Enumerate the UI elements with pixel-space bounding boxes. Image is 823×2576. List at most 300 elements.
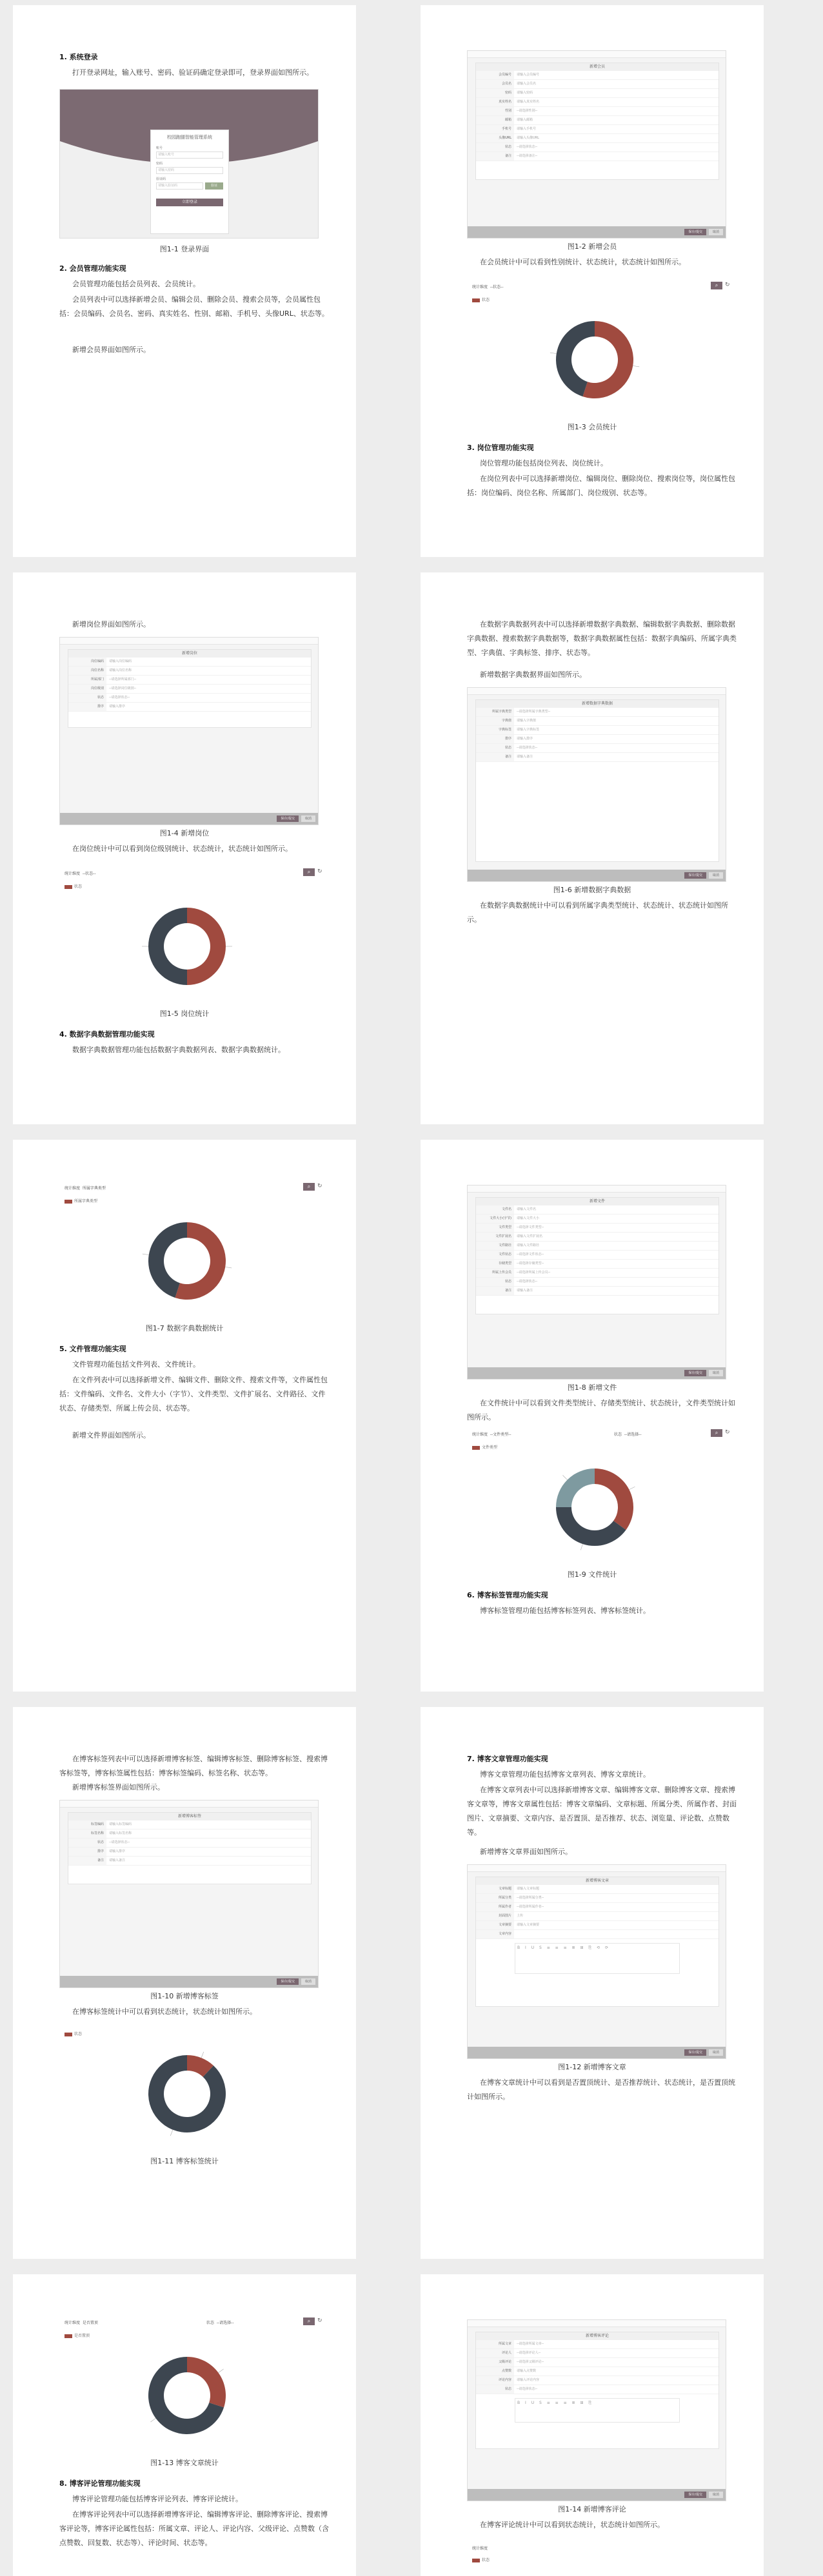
- doc-page-9: [13, 2274, 356, 2576]
- form-input[interactable]: --请选择状态--: [517, 1280, 538, 1283]
- paragraph: 在博客标签列表中可以选择新增博客标签、编辑博客标签、删除博客标签、搜索博客标签等，博客标签属性包括：博客标签编码、标签名称、状态等。: [59, 1755, 328, 1777]
- form-input[interactable]: 请输入字典值: [517, 719, 537, 723]
- form-label: 文件大小(字节): [476, 1215, 514, 1223]
- paragraph: 新增文件界面如图所示。: [72, 1431, 150, 1439]
- form-label: 文章内容: [476, 1930, 514, 1938]
- form-input[interactable]: 上传: [517, 1914, 524, 1918]
- section-heading: 2. 会员管理功能实现: [59, 264, 126, 273]
- form-row: [476, 717, 719, 726]
- form-row: [476, 1251, 719, 1260]
- filter-select[interactable]: --请选择--: [624, 1432, 642, 1437]
- form-row: [476, 744, 719, 753]
- form-label: 字典值: [476, 717, 514, 725]
- form-input[interactable]: --请选择所属文章--: [517, 2342, 544, 2346]
- login-title: 校园跑腿智能管理系统: [167, 135, 212, 140]
- form-label: 文件扩展名: [476, 1233, 514, 1241]
- form-label: 父级评论: [476, 2358, 514, 2366]
- cancel-button[interactable]: 取消: [709, 229, 723, 235]
- search-icon[interactable]: ⌕: [303, 1183, 315, 1191]
- form-input[interactable]: 请输入会员编号: [517, 73, 540, 77]
- legend-label: 状态: [74, 2032, 83, 2036]
- paragraph: 在会员统计中可以看到性别统计、状态统计，状态统计如图所示。: [480, 258, 686, 266]
- filter-select[interactable]: 是否置顶: [82, 2321, 98, 2325]
- form-input[interactable]: 请输入文章摘要: [517, 1923, 540, 1927]
- form-title: 新增文件: [476, 1198, 719, 1205]
- figure-caption: 图1-7 数据字典数据统计: [145, 1324, 224, 1332]
- form-label: 状态: [476, 744, 514, 752]
- add-comment-screenshot: [467, 2319, 726, 2501]
- form-input[interactable]: 请输入邮箱: [517, 118, 533, 122]
- doc-page-4: [421, 572, 764, 1124]
- stat-filter[interactable]: [472, 1431, 511, 1437]
- refresh-icon[interactable]: ↻: [725, 282, 730, 288]
- form-title: 新增岗位: [68, 650, 311, 658]
- form-input[interactable]: --请选择文件类型--: [517, 1225, 544, 1229]
- status-filter[interactable]: [206, 2319, 234, 2325]
- refresh-icon[interactable]: ↻: [317, 868, 322, 875]
- search-icon[interactable]: ⌕: [303, 868, 315, 876]
- paragraph: 在博客评论统计中可以看到状态统计，状态统计如图所示。: [480, 2521, 664, 2529]
- form-input[interactable]: --请选择父级评论--: [517, 2360, 544, 2364]
- donut-slice[interactable]: [187, 908, 226, 985]
- form-input[interactable]: 请输入标签编码: [109, 1822, 132, 1826]
- paragraph: 博客标签管理功能包括博客标签列表、博客标签统计。: [480, 1606, 650, 1615]
- section-heading: 1. 系统登录: [59, 53, 98, 61]
- add-dict-form: [475, 699, 719, 862]
- figure-caption: 图1-4 新增岗位: [159, 829, 210, 837]
- form-label: 备注: [476, 152, 514, 161]
- filter-label: 统计维度: [472, 285, 488, 289]
- filter-select[interactable]: --文件类型--: [490, 1432, 511, 1437]
- form-row: [476, 2385, 719, 2394]
- form-row: [68, 676, 311, 685]
- figure-caption: 图1-8 新增文件: [567, 1383, 617, 1392]
- filter-label: 统计维度: [472, 1432, 488, 1437]
- legend-swatch: [472, 298, 480, 302]
- chart-legend: [472, 2557, 490, 2562]
- form-label: 评论内容: [476, 2376, 514, 2385]
- save-button[interactable]: 保存/提交: [684, 2492, 706, 2498]
- doc-page-1: [13, 5, 356, 557]
- form-input[interactable]: 请输入排序: [109, 705, 126, 708]
- cancel-button[interactable]: 取消: [301, 1978, 315, 1985]
- form-row: [68, 1820, 311, 1830]
- search-icon[interactable]: ⌕: [711, 282, 722, 289]
- form-label: 备注: [476, 753, 514, 761]
- form-row: [476, 1894, 719, 1903]
- form-label: 标签编码: [68, 1820, 106, 1829]
- paragraph: 在岗位统计中可以看到岗位级别统计、状态统计，状态统计如图所示。: [72, 844, 292, 853]
- save-button[interactable]: 保存/提交: [277, 1978, 299, 1985]
- add-member-screenshot: [467, 50, 726, 239]
- section-heading: 7. 博客文章管理功能实现: [467, 1755, 548, 1763]
- donut-slice[interactable]: [148, 908, 187, 985]
- form-input[interactable]: 请输入备注: [517, 755, 533, 759]
- cancel-button[interactable]: 取消: [709, 2492, 723, 2498]
- form-input[interactable]: 请输入标签名称: [109, 1831, 132, 1835]
- form-input[interactable]: 请输入会员名: [517, 82, 537, 86]
- doc-page-7: [13, 1707, 356, 2259]
- form-input[interactable]: 请输入真实姓名: [517, 100, 540, 104]
- form-row: [476, 1930, 719, 1939]
- form-input[interactable]: 请输入手机号: [517, 127, 537, 131]
- filter-label: 状态: [614, 1432, 622, 1437]
- save-button[interactable]: 保存/提交: [277, 815, 299, 822]
- slice-label-line: [219, 2369, 224, 2373]
- form-label: 排序: [68, 703, 106, 711]
- window-bar: [468, 1865, 726, 1872]
- form-input[interactable]: 请输入文件扩展名: [517, 1234, 543, 1238]
- paragraph: 岗位管理功能包括岗位列表、岗位统计。: [480, 459, 608, 467]
- form-row: [476, 1903, 719, 1912]
- add-tag-form: [68, 1812, 312, 1884]
- donut-chart: [123, 2344, 252, 2447]
- form-input[interactable]: 请输入头像URL: [517, 136, 539, 140]
- form-label: 文件状态: [476, 1251, 514, 1259]
- form-label: 邮箱: [476, 116, 514, 124]
- legend-swatch: [64, 2033, 72, 2036]
- form-input[interactable]: 请输入文件路径: [517, 1244, 540, 1247]
- section-heading: 6. 博客标签管理功能实现: [467, 1591, 548, 1599]
- form-row: [68, 694, 311, 703]
- form-label: 所属分类: [476, 1894, 514, 1902]
- paragraph: 新增会员界面如图所示。: [72, 346, 150, 354]
- filter-select[interactable]: --状态--: [82, 872, 96, 876]
- form-input[interactable]: --请选择所属部门--: [109, 678, 137, 681]
- form-row: [476, 1205, 719, 1215]
- form-input[interactable]: 请输入字典标签: [517, 728, 540, 732]
- refresh-icon[interactable]: ↻: [725, 1429, 730, 1436]
- filter-label: 统计维度: [64, 872, 81, 876]
- form-input[interactable]: --请选择性别--: [517, 109, 538, 113]
- form-row: [476, 125, 719, 134]
- form-row: [68, 1839, 311, 1848]
- form-input[interactable]: 请输入密码: [517, 91, 533, 95]
- cancel-button[interactable]: 取消: [301, 815, 315, 822]
- status-filter[interactable]: [614, 1431, 642, 1437]
- figure-caption: 图1-11 博客标签统计: [150, 2157, 219, 2165]
- paragraph: 数据字典数据管理功能包括数据字典数据列表、数据字典数据统计。: [72, 1046, 285, 1054]
- form-row: [476, 2340, 719, 2349]
- window-bar: [468, 1186, 726, 1193]
- form-label: 密码: [476, 89, 514, 97]
- form-row: [476, 2376, 719, 2385]
- chart-legend: [472, 297, 490, 302]
- form-label: 手机号: [476, 125, 514, 133]
- password-label: 密码: [156, 162, 163, 166]
- password-input[interactable]: 请输入密码: [156, 167, 223, 174]
- form-row: [68, 658, 311, 667]
- form-label: 岗位编码: [68, 658, 106, 666]
- form-input[interactable]: --请选择所属作者--: [517, 1905, 544, 1909]
- form-input[interactable]: --请选择状态--: [517, 2387, 538, 2391]
- form-label: 真实姓名: [476, 98, 514, 106]
- figure-caption: 图1-13 博客文章统计: [150, 2459, 219, 2467]
- form-input[interactable]: --请选择所属分类--: [517, 1896, 544, 1900]
- save-button[interactable]: 保存/提交: [684, 1370, 706, 1376]
- rich-text-editor[interactable]: B I U S ≡ ≡ ≡ ≣ ⊞ ⎘ ⟲ ⟳: [515, 1943, 680, 1974]
- form-input[interactable]: 请输入评论内容: [517, 2378, 540, 2382]
- stat-filter[interactable]: [472, 2545, 488, 2551]
- form-row: [68, 685, 311, 694]
- login-button[interactable]: 立即登录: [156, 199, 223, 206]
- donut-chart: [530, 1456, 659, 1559]
- form-row: [476, 1912, 719, 1921]
- form-row: [476, 1233, 719, 1242]
- paragraph: 在博客标签统计中可以看到状态统计，状态统计如图所示。: [72, 2007, 257, 2016]
- form-input[interactable]: 请输入文件大小: [517, 1216, 540, 1220]
- form-row: [476, 1269, 719, 1278]
- donut-chart: [123, 1209, 252, 1312]
- legend-swatch: [472, 2559, 480, 2562]
- chart-legend: [472, 1444, 497, 1450]
- form-row: [476, 726, 719, 735]
- form-input[interactable]: 请输入备注: [517, 1289, 533, 1293]
- stat-filter[interactable]: [64, 2319, 98, 2325]
- form-row: [476, 1278, 719, 1287]
- form-input[interactable]: 请输入岗位名称: [109, 668, 132, 672]
- form-input[interactable]: 请输入排序: [109, 1849, 126, 1853]
- form-label: 会员编号: [476, 71, 514, 79]
- add-article-screenshot: [467, 1864, 726, 2059]
- legend-label: 所属字典类型: [74, 1199, 98, 1204]
- form-input[interactable]: 请输入备注: [109, 1859, 126, 1862]
- section-heading: 8. 博客评论管理功能实现: [59, 2479, 141, 2488]
- search-icon[interactable]: ⌕: [303, 2317, 315, 2325]
- form-title: 新增博客文章: [476, 1877, 719, 1885]
- chart-legend: [64, 2031, 82, 2036]
- form-input[interactable]: --请选择存储类型--: [517, 1262, 544, 1265]
- stat-filter[interactable]: [472, 284, 504, 289]
- form-title: 新增博客标签: [68, 1813, 311, 1820]
- paragraph: 在博客文章列表中可以选择新增博客文章、编辑博客文章、删除博客文章、搜索博客文章等，博客文章属性包括：博客文章编码、文章标题、所属分类、所属作者、封面图片、文章摘要、文章内容、是否置顶、是否推荐、状态、浏览量、评论数、点赞数等。: [467, 1786, 737, 1837]
- donut-slice[interactable]: [187, 2357, 226, 2408]
- rich-text-editor[interactable]: B I U S ≡ ≡ ≡ ≣ ⊞ ⎘: [515, 2398, 680, 2423]
- login-screenshot: [59, 89, 319, 239]
- form-row: [476, 2349, 719, 2358]
- form-row: [476, 1260, 719, 1269]
- form-label: 点赞数: [476, 2367, 514, 2376]
- refresh-icon[interactable]: ↻: [317, 1183, 322, 1189]
- paragraph: 新增数据字典数据界面如图所示。: [480, 670, 586, 679]
- paragraph: 在博客文章统计中可以看到是否置顶统计、是否推荐统计、状态统计，是否置顶统计如图所示。: [467, 2078, 735, 2101]
- form-label: 排序: [476, 735, 514, 743]
- legend-swatch: [64, 1200, 72, 1204]
- form-input[interactable]: --请选择状态--: [517, 145, 538, 149]
- form-row: [476, 1224, 719, 1233]
- form-label: 文章标题: [476, 1885, 514, 1893]
- figure-caption: 图1-5 岗位统计: [159, 1010, 210, 1018]
- form-label: 状态: [68, 1839, 106, 1847]
- form-input[interactable]: --请选择状态--: [109, 696, 130, 699]
- window-bar: [60, 638, 318, 645]
- form-row: [476, 1242, 719, 1251]
- doc-page-8: [421, 1707, 764, 2259]
- cancel-button[interactable]: 取消: [709, 1370, 723, 1376]
- add-dict-screenshot: [467, 687, 726, 882]
- doc-page-3: [13, 572, 356, 1124]
- captcha-input[interactable]: 请输入验证码: [156, 182, 203, 190]
- form-input[interactable]: --请选择文件状态--: [517, 1253, 544, 1256]
- form-input[interactable]: --请选择岗位级别--: [109, 687, 137, 690]
- form-label: 状态: [476, 1278, 514, 1286]
- form-row: [476, 1215, 719, 1224]
- paragraph: 会员管理功能包括会员列表、会员统计。: [72, 280, 200, 288]
- stat-filter[interactable]: [64, 1185, 106, 1191]
- section-heading: 5. 文件管理功能实现: [59, 1345, 126, 1353]
- search-icon[interactable]: ⌕: [711, 1429, 722, 1437]
- form-input[interactable]: --请选择备注--: [517, 154, 538, 158]
- form-title: 新增数据字典数据: [476, 700, 719, 708]
- add-file-form: [475, 1197, 719, 1314]
- add-tag-screenshot: [59, 1800, 319, 1988]
- form-label: 所属上传会员: [476, 1269, 514, 1277]
- form-input[interactable]: --请选择状态--: [517, 746, 538, 750]
- form-input[interactable]: 请输入岗位编码: [109, 659, 132, 663]
- slice-label-line: [150, 2418, 155, 2422]
- filter-select[interactable]: --状态--: [490, 285, 504, 289]
- form-label: 所属字典类型: [476, 708, 514, 716]
- paragraph: 在文件统计中可以看到文件类型统计、存储类型统计、状态统计，文件类型统计如图所示。: [467, 1399, 735, 1421]
- filter-select[interactable]: --请选择--: [216, 2321, 234, 2325]
- form-label: 状态: [476, 2385, 514, 2394]
- form-label: 性别: [476, 107, 514, 115]
- figure-caption: 图1-9 文件统计: [567, 1570, 617, 1579]
- slice-label-line: [170, 2130, 173, 2136]
- form-row: [476, 753, 719, 762]
- donut-slice[interactable]: [556, 1507, 626, 1546]
- filter-label: 统计维度: [64, 2321, 81, 2325]
- filter-label: 状态: [206, 2321, 215, 2325]
- captcha-image[interactable]: 验证: [205, 182, 223, 190]
- window-bar: [60, 1800, 318, 1808]
- form-input[interactable]: --请选择所属字典类型--: [517, 710, 551, 714]
- paragraph: 会员列表中可以选择新增会员、编辑会员、删除会员、搜索会员等，会员属性包括：会员编码、会员名、密码、真实姓名、性别、邮箱、手机号、头像URL、状态等。: [59, 295, 329, 318]
- donut-slice[interactable]: [595, 1469, 633, 1530]
- paragraph: 博客评论管理功能包括博客评论列表、博客评论统计。: [72, 2495, 243, 2503]
- form-row: [68, 1857, 311, 1866]
- add-article-form: [475, 1877, 719, 2007]
- donut-chart: [123, 895, 252, 998]
- form-row: [476, 89, 719, 98]
- filter-label: 统计维度: [64, 1186, 81, 1191]
- form-label: 字典标签: [476, 726, 514, 734]
- form-row: [476, 708, 719, 717]
- form-input[interactable]: 请输入点赞数: [517, 2369, 537, 2373]
- form-row: [476, 116, 719, 125]
- window-bar: [468, 688, 726, 695]
- add-member-form: [475, 63, 719, 180]
- paragraph: 博客文章管理功能包括博客文章列表、博客文章统计。: [480, 1770, 650, 1779]
- legend-label: 是否置顶: [74, 2334, 90, 2338]
- chart-legend: [64, 2332, 90, 2338]
- form-label: 所属部门: [68, 676, 106, 684]
- save-button[interactable]: 保存/提交: [684, 2049, 706, 2056]
- account-label: 账号: [156, 146, 163, 150]
- paragraph: 在博客评论列表中可以选择新增博客评论、编辑博客评论、删除博客评论、搜索博客评论等，博客评论属性包括：所属文章、评论人、评论内容、父级评论、点赞数（含点赞数、回复数、状态等）、评论时间、状态等。: [59, 2510, 329, 2547]
- donut-slice[interactable]: [556, 1469, 595, 1507]
- form-label: 头像URL: [476, 134, 514, 142]
- legend-swatch: [64, 885, 72, 889]
- doc-page-6: [421, 1140, 764, 1692]
- form-row: [476, 134, 719, 143]
- donut-chart: [123, 2042, 252, 2145]
- cancel-button[interactable]: 取消: [709, 2049, 723, 2056]
- stat-filter[interactable]: [64, 870, 96, 876]
- form-input[interactable]: 请输入排序: [517, 737, 533, 741]
- form-label: 文件类型: [476, 1224, 514, 1232]
- slice-label-line: [550, 353, 557, 354]
- form-input[interactable]: --请选择状态--: [109, 1840, 130, 1844]
- refresh-icon[interactable]: ↻: [317, 2317, 322, 2324]
- add-file-screenshot: [467, 1185, 726, 1380]
- form-label: 岗位级别: [68, 685, 106, 693]
- cancel-button[interactable]: 取消: [709, 872, 723, 879]
- section-heading: 4. 数据字典数据管理功能实现: [59, 1030, 155, 1039]
- form-label: 会员名: [476, 80, 514, 88]
- form-input[interactable]: --请选择评论人--: [517, 2351, 541, 2355]
- form-row: [68, 703, 311, 712]
- donut-slice[interactable]: [148, 2055, 226, 2132]
- form-row: [68, 1830, 311, 1839]
- form-label: 状态: [68, 694, 106, 702]
- slice-label-line: [629, 1487, 635, 1490]
- slice-label-line: [201, 2052, 204, 2058]
- form-row: [476, 98, 719, 107]
- form-input[interactable]: [514, 1930, 719, 1938]
- doc-page-5: [13, 1140, 356, 1692]
- filter-select[interactable]: 所属字典类型: [82, 1186, 106, 1191]
- figure-caption: 图1-2 新增会员: [567, 242, 617, 251]
- captcha-label: 验证码: [156, 177, 166, 181]
- paragraph: 在数据字典数据统计中可以看到所属字典类型统计、状态统计、状态统计如图所示。: [467, 901, 728, 924]
- legend-label: 状态: [74, 884, 83, 889]
- form-label: 文章摘要: [476, 1921, 514, 1929]
- paragraph: 新增博客文章界面如图所示。: [480, 1848, 572, 1856]
- paragraph: 文件管理功能包括文件列表、文件统计。: [72, 1360, 200, 1369]
- paragraph: 打开登录网址，输入账号、密码、验证码确定登录即可，登录界面如图所示。: [72, 68, 313, 77]
- login-card: [150, 130, 229, 234]
- form-row: [476, 1885, 719, 1894]
- form-label: 岗位名称: [68, 667, 106, 675]
- account-input[interactable]: 请输入账号: [156, 151, 223, 159]
- paragraph: 新增博客标签界面如图所示。: [72, 1783, 164, 1791]
- donut-chart: [530, 308, 659, 411]
- figure-caption: 图1-1 登录界面: [159, 245, 210, 253]
- form-row: [476, 143, 719, 152]
- form-label: 所属文章: [476, 2340, 514, 2348]
- window-bar: [468, 2320, 726, 2327]
- form-label: 所属作者: [476, 1903, 514, 1911]
- save-button[interactable]: 保存/提交: [684, 872, 706, 879]
- form-input[interactable]: 请输入文章标题: [517, 1887, 540, 1891]
- form-row: [476, 71, 719, 80]
- form-input[interactable]: 请输入文件名: [517, 1207, 537, 1211]
- form-label: 文件路径: [476, 1242, 514, 1250]
- form-label: 文件名: [476, 1205, 514, 1214]
- slice-label-line: [143, 1254, 149, 1255]
- paragraph: 新增岗位界面如图所示。: [72, 620, 150, 629]
- form-input[interactable]: --请选择所属上传会员--: [517, 1271, 551, 1274]
- window-bar: [468, 51, 726, 58]
- form-label: 状态: [476, 143, 514, 151]
- slice-label-line: [633, 366, 639, 367]
- form-label: 评论人: [476, 2349, 514, 2357]
- form-row: [476, 2367, 719, 2376]
- form-row: [476, 2358, 719, 2367]
- save-button[interactable]: 保存/提交: [684, 229, 706, 235]
- form-row: [476, 1287, 719, 1296]
